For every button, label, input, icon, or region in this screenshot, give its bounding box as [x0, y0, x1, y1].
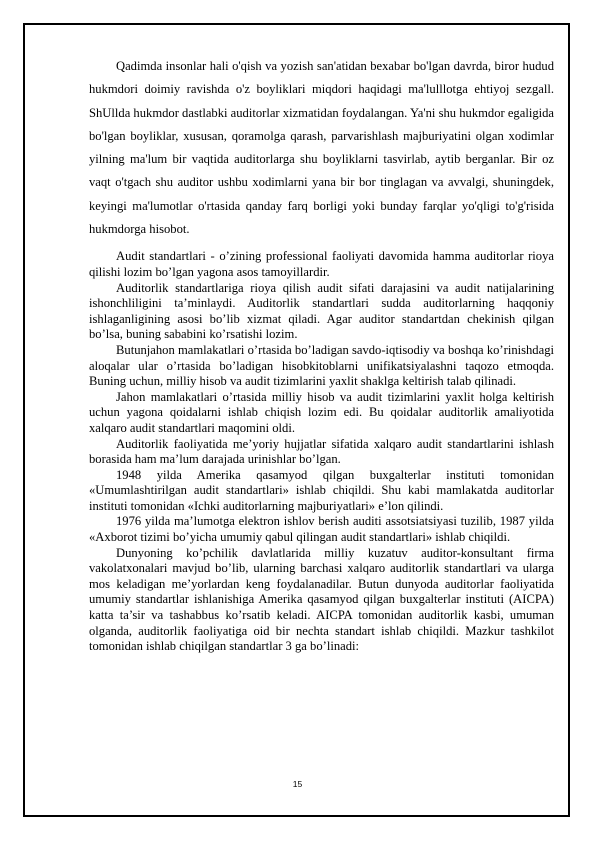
document-body: [89, 55, 554, 655]
paragraph-audit-standards-definition: Audit standartlari - o’zining professional faoliyati davomida hamma auditorlar rioya qilishi lozim bo’lgan yagona asos tamoyillardir.: [89, 249, 554, 279]
paragraph-unified-rules: Jahon mamlakatlari o’rtasida milliy hisob va audit tizimlarini yaxlit holga keltirish uchun yagona qoidalarni ishlab chiqish lozim edi. Bu qoidalar auditorlik amaliyotida xalqaro audit standartlari maqomini oldi.: [89, 389, 554, 435]
paragraph-intro: Qadimda insonlar hali o'qish va yozish san'atidan bexabar bo'lgan davrda, biror hudud hukmdori doimiy ravishda o'z boyliklari miqdori haqidagi ma'lulllotga ehtiyoj sezgall. ShUllda hukmdor dastlabki auditorlar xizmatidan foydalangan. Ya'ni shu hukmdor egaligida bo'lgan boyliklar, xususan, qoramolga qarash, parvarishlash majburiyatini olgan xodimlar yilning ma'lum bir vaqtida auditorlarga shu boyliklarni tasvirlab, aytib berganlar. Bir oz vaqt o'tgach shu auditor ushbu xodimlarni yana bir bor tinglagan va avvalgi, shuningdek, keyingi ma'lumotlar o'rtasida qanday farq borligi yoki bunday farqlar yo'qligi to'g'risida hukmdorga hisobot.: [89, 59, 555, 237]
paragraph-world-trade: Butunjahon mamlakatlari o’rtasida bo’ladigan savdo-iqtisodiy va boshqa ko’rinishdagi aloqalar ular o’rtasida bo’ladigan hisobkitoblarni unifikatsiyalashni taqozo etmoqda. Buning uchun, milliy hisob va audit tizimlarini yaxlit shaklga keltirish talab qilinadi.: [89, 342, 554, 389]
paragraph-1976: 1976 yilda ma’lumotga elektron ishlov berish auditi assotsiatsiyasi tuzilib, 1987 yilda «Axborot tizimi bo’yicha umumiy qabul qilingan audit standartlari» ishlab chiqildi.: [89, 514, 554, 545]
paragraph-1948: 1948 yilda Amerika qasamyod qilgan buxgalterlar instituti tomonidan «Umumlashtirilgan audit standartlari» ishlab chiqildi. Shu kabi mamlakatda auditorlar instituti tomonidan «Ichki auditorlarning majburiyatlari» e’lon qilindi.: [89, 467, 554, 513]
paragraph-standards-compliance: Auditorlik standartlariga rioya qilish audit sifati darajasini va audit natijalarining ishonchliligini ta’minlaydi. Auditorlik standartlari sudda auditorlarning haqqoniy ishlaganligining asosi bo’lib xizmat qiladi. Agar auditor standartdan chekinish qilgan bo’lsa, buning sababini ko’rsatishi lozim.: [89, 280, 554, 342]
paragraph-normative-documents: Auditorlik faoliyatida me’yoriy hujjatlar sifatida xalqaro audit standartlarini ishlash borasida ham ma’lum darajada urinishlar bo’lgan.: [89, 436, 554, 467]
page-number: 15: [292, 779, 303, 789]
paragraph-aicpa: Dunyoning ko’pchilik davlatlarida milliy kuzatuv auditor-konsultant firma vakolatxonalari mavjud bo’lib, ularning barchasi xalqaro auditorlik standartlari va ularga mos keladigan me’yorlardan keng foydalanadilar. Butun dunyoda auditorlar faoliyatida umumiy standartlar ishlanishiga Amerika qasamyod qilgan buxgalterlar instituti (AICPA) katta ta’sir va tashabbus ko’rsatib keladi. AICPA tomonidan auditorlik kasbi, umuman olganda, auditorlik faoliyatiga oid bir nechta standart ishlab chiqildi. Mazkur tashkilot tomonidan ishlab chiqilgan standartlar 3 ga bo’linadi:: [89, 545, 554, 654]
paragraph-gap: [89, 241, 554, 249]
